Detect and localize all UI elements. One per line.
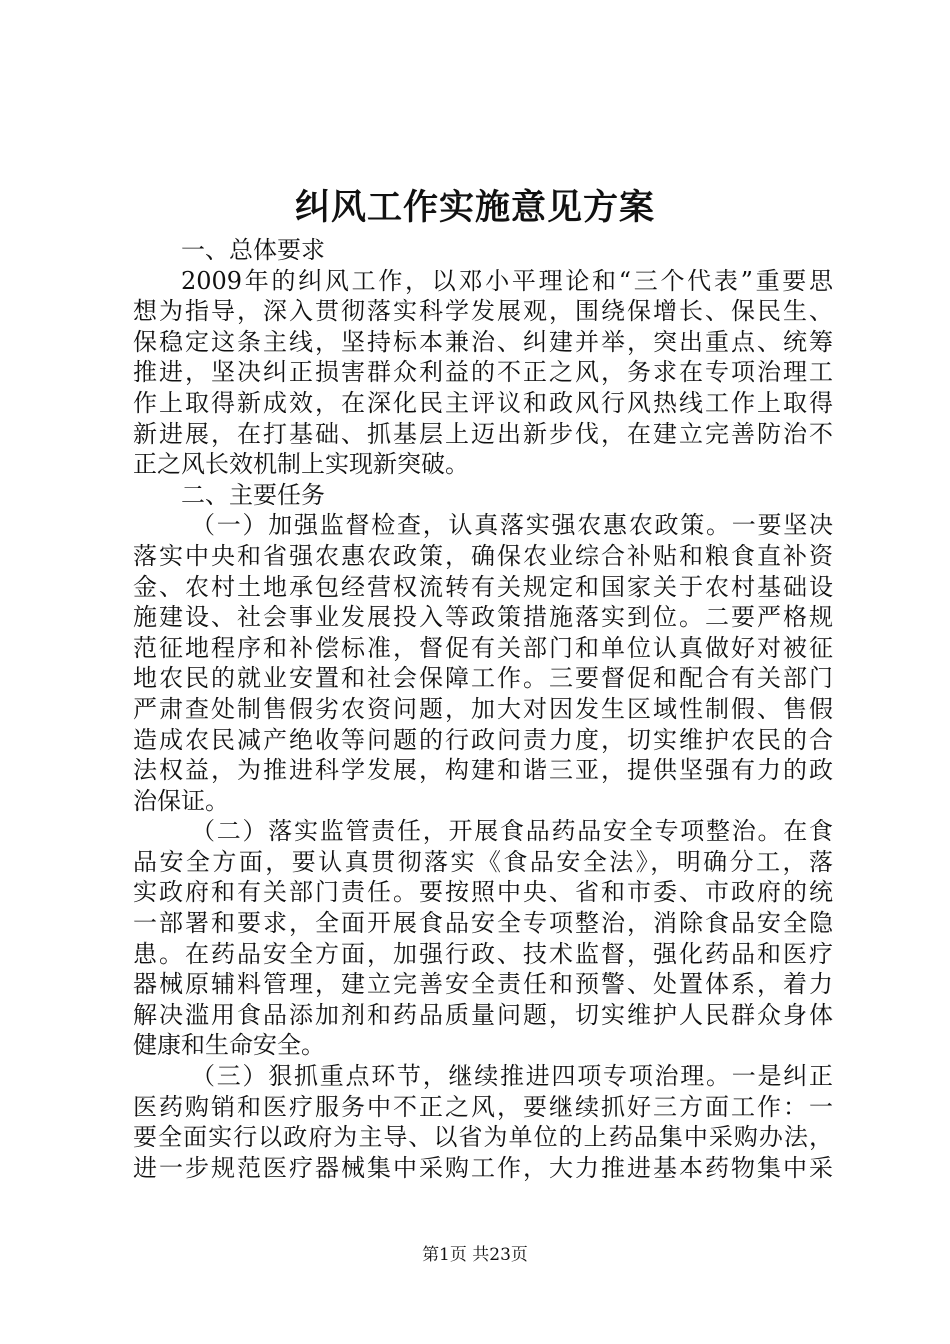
text-line: 范征地程序和补偿标准，督促有关部门和单位认真做好对被征 — [133, 633, 833, 662]
text-line: 一、总体要求 — [181, 236, 325, 264]
text-line: 想为指导，深入贯彻落实科学发展观，围绕保增长、保民生、 — [133, 297, 833, 326]
text-line: 要全面实行以政府为主导、以省为单位的上药品集中采购办法， — [133, 1123, 833, 1152]
text-line: 进一步规范医疗器械集中采购工作，大力推进基本药物集中采 — [133, 1153, 833, 1182]
text-line: 2009年的纠风工作，以邓小平理论和“三个代表”重要思 — [181, 266, 833, 295]
text-line: 严肃查处制售假劣农资问题，加大对因发生区域性制假、售假 — [133, 694, 833, 723]
text-line: 解决滥用食品添加剂和药品质量问题，切实维护人民群众身体 — [133, 1000, 833, 1029]
text-line: 一部署和要求，全面开展食品安全专项整治，消除食品安全隐 — [133, 909, 833, 938]
document-title: 纠风工作实施意见方案 — [294, 187, 655, 228]
text-line: 推进，坚决纠正损害群众利益的不正之风，务求在专项治理工 — [133, 358, 833, 387]
text-line: 患。在药品安全方面，加强行政、技术监督，强化药品和医疗 — [133, 939, 833, 968]
text-line: 落实中央和省强农惠农政策，确保农业综合补贴和粮食直补资 — [133, 541, 833, 570]
text-line: 医药购销和医疗服务中不正之风，要继续抓好三方面工作：一 — [133, 1092, 833, 1121]
text-line: 器械原辅料管理，建立完善安全责任和预警、处置体系，着力 — [133, 970, 833, 999]
text-line: （三）狠抓重点环节，继续推进四项专项治理。一是纠正 — [191, 1062, 833, 1091]
text-line: 实政府和有关部门责任。要按照中央、省和市委、市政府的统 — [133, 878, 833, 907]
text-line: 法权益，为推进科学发展，构建和谐三亚，提供坚强有力的政 — [133, 756, 833, 785]
text-line: （一）加强监督检查，认真落实强农惠农政策。一要坚决 — [191, 511, 833, 540]
text-line: 金、农村土地承包经营权流转有关规定和国家关于农村基础设 — [133, 572, 833, 601]
text-line: 造成农民减产绝收等问题的行政问责力度，切实维护农民的合 — [133, 725, 833, 754]
text-line: 施建设、社会事业发展投入等政策措施落实到位。二要严格规 — [133, 603, 833, 632]
text-line: 二、主要任务 — [181, 480, 325, 509]
text-line: 作上取得新成效，在深化民主评议和政风行风热线工作上取得 — [133, 388, 833, 417]
page-footer: 第1页 共23页 — [422, 1245, 528, 1265]
text-line: 地农民的就业安置和社会保障工作。三要督促和配合有关部门 — [133, 664, 833, 693]
text-line: 正之风长效机制上实现新突破。 — [133, 450, 469, 479]
text-line: 治保证。 — [133, 786, 229, 815]
text-line: 品安全方面，要认真贯彻落实《食品安全法》，明确分工，落 — [133, 847, 833, 876]
text-line: （二）落实监管责任，开展食品药品安全专项整治。在食 — [191, 817, 833, 846]
text-line: 健康和生命安全。 — [133, 1031, 325, 1060]
text-line: 保稳定这条主线，坚持标本兼治、纠建并举，突出重点、统筹 — [133, 327, 833, 356]
text-line: 新进展，在打基础、抓基层上迈出新步伐，在建立完善防治不 — [133, 419, 833, 448]
document-body — [133, 235, 833, 1183]
